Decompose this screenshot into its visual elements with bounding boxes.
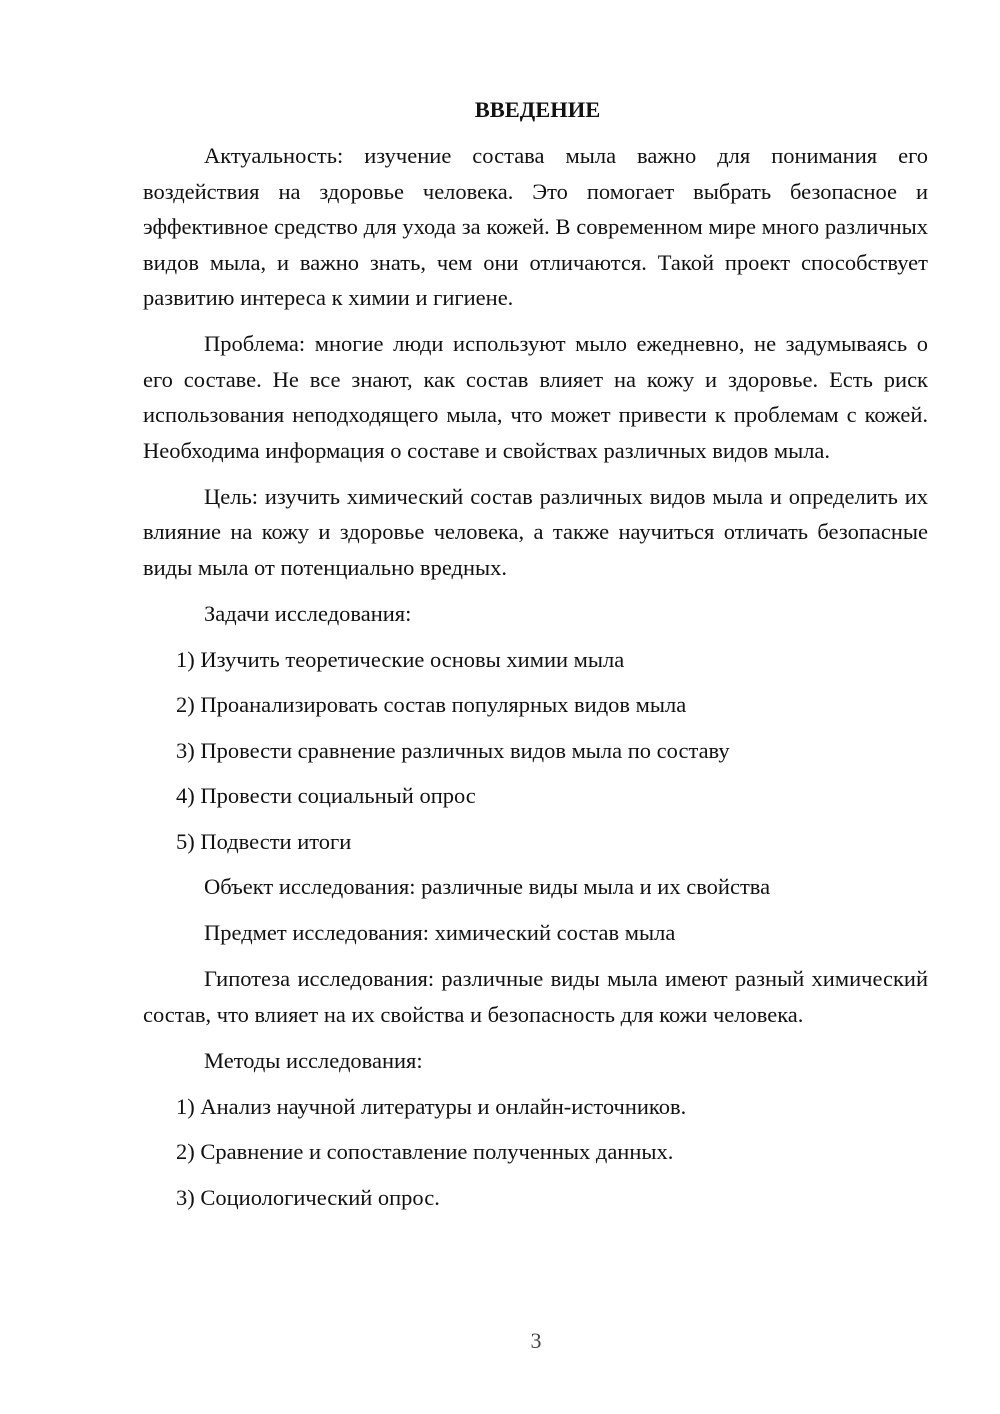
list-item: 1) Анализ научной литературы и онлайн-источников. [176, 1093, 687, 1119]
goal-paragraph: Цель: изучить химический состав различных видов мыла и определить их влияние на кожу и здоровье человека, а также научиться отличать безопасные виды мыла от потенциально вредных. [143, 483, 928, 580]
list-item: 4) Провести социальный опрос [176, 783, 476, 808]
list-item: 2) Сравнение и сопоставление полученных данных. [176, 1139, 674, 1164]
tasks-heading: Задачи исследования: [204, 600, 412, 626]
page-content [143, 94, 928, 1225]
problem-paragraph: Проблема: многие люди используют мыло ежедневно, не задумываясь о его составе. Не все знают, как состав влияет на кожу и здоровье. Есть риск использования неподходящего мыла, что может привести к проблемам с кожей. Необходима информация о составе и свойствах различных видов мыла. [143, 331, 928, 463]
page-number: 3 [530, 1328, 542, 1353]
subject-paragraph: Предмет исследования: химический состав мыла [204, 920, 676, 945]
page-title: ВВЕДЕНИЕ [474, 97, 601, 122]
relevance-paragraph: Актуальность: изучение состава мыла важно для понимания его воздействия на здоровье человека. Это помогает выбрать безопасное и эффективное средство для ухода за кожей. В современном мире много различных видов мыла, и важно знать, чем они отличаются. Такой проект способствует развитию интереса к химии и гигиене. [143, 143, 928, 310]
methods-list [143, 1089, 928, 1216]
list-item: 3) Провести сравнение различных видов мыла по составу [176, 737, 730, 763]
list-item: 3) Социологический опрос. [176, 1184, 440, 1210]
object-paragraph: Объект исследования: различные виды мыла и их свойства [204, 874, 771, 899]
hypothesis-paragraph: Гипотеза исследования: различные виды мыла имеют разный химический состав, что влияет на их свойства и безопасность для кожи человека. [143, 966, 928, 1027]
list-item: 1) Изучить теоретические основы химии мыла [176, 646, 625, 672]
methods-heading: Методы исследования: [204, 1047, 423, 1073]
list-item: 5) Подвести итоги [176, 828, 352, 854]
list-item: 2) Проанализировать состав популярных видов мыла [176, 692, 687, 717]
tasks-list [143, 642, 928, 860]
